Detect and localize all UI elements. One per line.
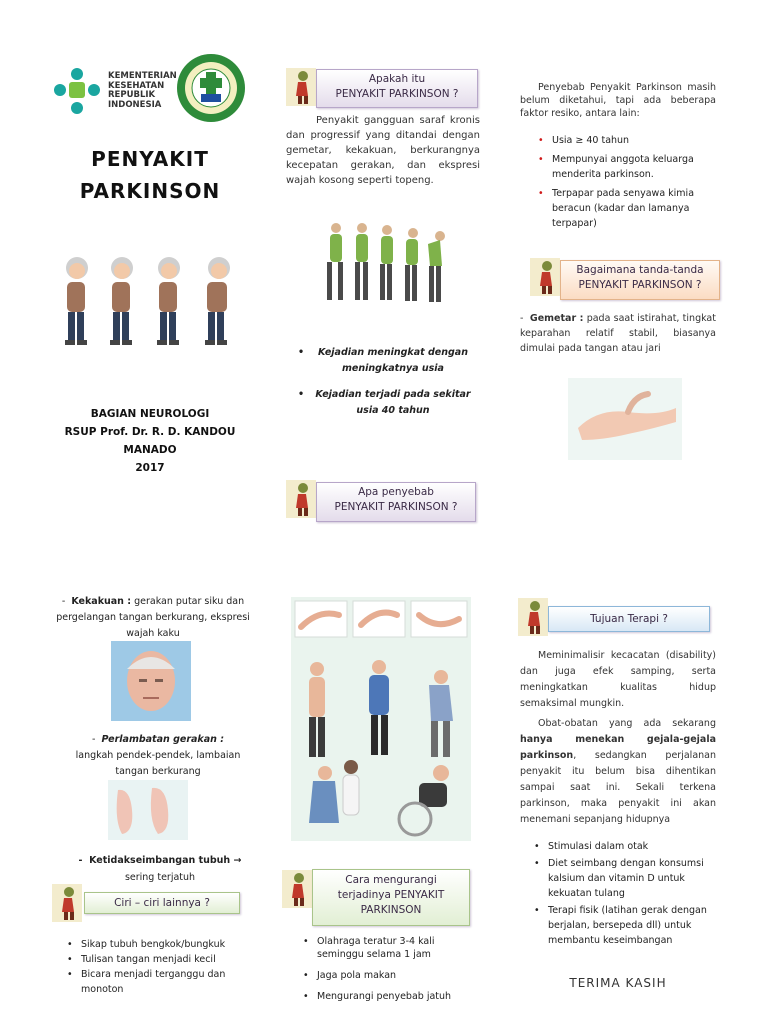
list-item: • Olahraga teratur 3-4 kali seminggu selama 1 jam xyxy=(303,935,473,961)
list-item: • Terpapar pada senyawa kimia beracun (kadar dan lamanya terpapar) xyxy=(538,186,718,231)
cause-intro: Penyebab Penyakit Parkinson masih belum diketahui, tapi ada beberapa faktor resiko, antara lain: xyxy=(520,82,716,119)
list-item: • Usia ≥ 40 tahun xyxy=(538,133,718,148)
facts-list xyxy=(298,345,474,423)
slowness-text: - Perlambatan gerakan : langkah pendek-pendek, lambaian tangan berkurang xyxy=(75,734,241,777)
imbalance-text: - Ketidakseimbangan tubuh → sering terjatuh xyxy=(78,855,242,883)
risk-factor-list xyxy=(538,133,718,235)
heading-other-signs: Ciri – ciri lainnya ? xyxy=(84,892,240,914)
therapy-list xyxy=(534,839,718,952)
list-item: • Kejadian meningkat dengan meningkatnya usia xyxy=(298,345,474,377)
parkinson-figure-icon xyxy=(52,884,82,922)
parkinson-figure-icon xyxy=(286,68,316,106)
list-item: • Kejadian terjadi pada sekitar usia 40 tahun xyxy=(298,387,474,419)
list-item: • Terapi fisik (latihan gerak dengan berjalan, bersepeda dll) untuk membantu keseimbangan xyxy=(534,903,718,948)
list-item: • Tulisan tangan menjadi kecil xyxy=(67,952,247,967)
parkinson-figure-icon xyxy=(286,480,316,518)
list-item: • Mempunyai anggota keluarga menderita parkinson. xyxy=(538,152,718,182)
heading-cause-of-parkinson: Apa penyebab PENYAKIT PARKINSON ? xyxy=(316,482,476,522)
elderly-walking-illustration xyxy=(55,250,245,350)
walking-progression-illustration xyxy=(322,220,447,308)
heading-signs-of-parkinson: Bagaimana tanda-tanda PENYAKIT PARKINSON ? xyxy=(560,260,720,300)
medication-text: Obat-obatan yang ada sekarang hanya menekan gejala-gejala parkinson, sedangkan perjalanan penyakit itu belum bisa dihentikan sampai saat ini. Sekali terkena parkinson, maka penyakit ini akan menemani sepanjang hidupnya xyxy=(520,718,716,825)
rigidity-text: - Kekakuan : gerakan putar siku dan pergelangan tangan berkurang, ekspresi wajah kaku xyxy=(56,596,250,639)
other-signs-list xyxy=(67,937,247,997)
parkinson-figure-icon xyxy=(518,598,548,636)
parkinson-figure-icon xyxy=(282,870,312,908)
trembling-hand-illustration xyxy=(568,378,682,460)
hospital-seal xyxy=(175,52,247,124)
list-item: • Jaga pola makan xyxy=(303,969,473,982)
heading-therapy-goal: Tujuan Terapi ? xyxy=(548,606,710,632)
heading-prevention: Cara mengurangi terjadinya PENYAKIT PARKINSON xyxy=(312,869,470,926)
list-item: • Diet seimbang dengan konsumsi kalsium dan vitamin D untuk kekuatan tulang xyxy=(534,856,718,901)
parkinson-symptoms-illustration xyxy=(291,597,471,841)
parkinson-figure-icon xyxy=(530,258,560,296)
therapy-goal-text: Meminimalisir kecacatan (disability) dan juga efek samping, serta meningkatkan kualitas hidup semaksimal mungkin. xyxy=(520,650,716,709)
list-item: • Mengurangi penyebab jatuh xyxy=(303,990,473,1003)
definition-text: Penyakit gangguan saraf kronis dan progressif yang ditandai dengan gemetar, kekakuan, berkurangnya kecepatan gerakan, dan ekspresi wajah kosong seperti topeng. xyxy=(286,115,480,186)
page-title: PENYAKIT PARKINSON xyxy=(79,147,221,203)
prevention-list xyxy=(303,935,473,1007)
list-item: • Bicara menjadi terganggu dan monoton xyxy=(67,967,247,997)
department-info: BAGIAN NEUROLOGI RSUP Prof. Dr. R. D. KANDOU MANADO 2017 xyxy=(64,408,236,474)
list-item: • Sikap tubuh bengkok/bungkuk xyxy=(67,937,247,952)
closing-text: TERIMA KASIH xyxy=(569,976,667,990)
heading-what-is-parkinson: Apakah itu PENYAKIT PARKINSON ? xyxy=(316,69,478,108)
ministry-name: KEMENTERIAN KESEHATAN REPUBLIK INDONESIA xyxy=(108,71,177,110)
rigid-face-illustration xyxy=(111,641,191,721)
list-item: • Stimulasi dalam otak xyxy=(534,839,718,854)
kemenkes-logo xyxy=(52,66,102,118)
tremor-text: - Gemetar : pada saat istirahat, tingkat keparahan relatif stabil, biasanya dimulai pada tangan atau jari xyxy=(520,313,716,354)
feet-illustration xyxy=(108,780,188,840)
